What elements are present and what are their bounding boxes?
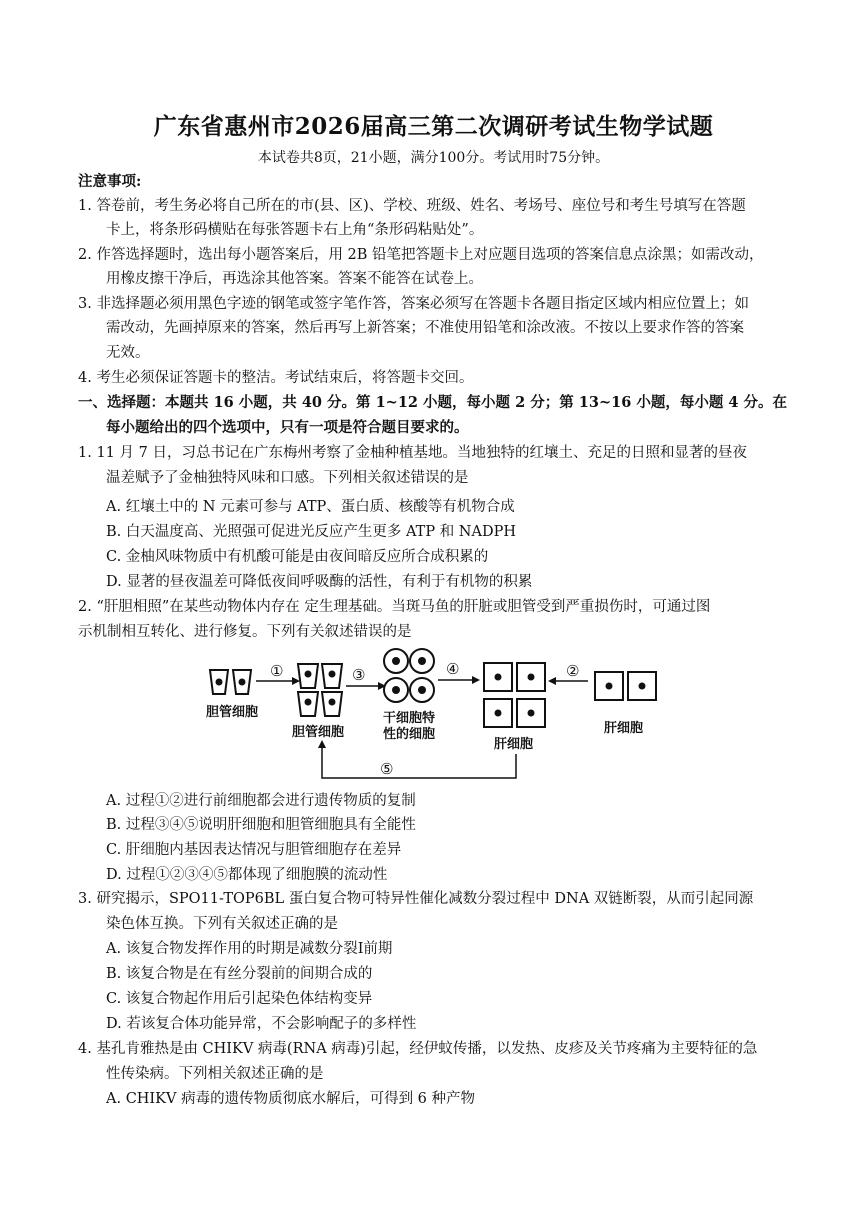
option: A. 过程①②进行前细胞都会进行遗传物质的复制 [106,793,416,809]
liver-cell [484,663,545,727]
nucleus [216,679,223,686]
question-stem: 示机制相互转化、进行修复。下列有关叙述错误的是 [78,624,412,640]
page-subtitle: 本试卷共8页，21小题，满分100分。考试用时75分钟。 [257,150,610,166]
option: D. 显著的昼夜温差可降低夜间呼吸酶的活性，有利于有机物的积累 [106,574,533,590]
step-2-label: ② [566,662,580,680]
notice-item: 3. 非选择题必须用黑色字迹的钢笔或签字笔作答，答案必须写在答题卡各题目指定区域内相应位置上；如 [78,296,749,312]
step-1-label: ① [270,662,284,680]
option: C. 肝细胞内基因表达情况与胆管细胞存在差异 [106,842,402,858]
notice-item: 1. 答卷前，考生务必将自己所在的市(县、区)、学校、班级、姓名、考场号、座位号和考生号填写在答题 [78,198,746,214]
option: D. 过程①②③④⑤都体现了细胞膜的流动性 [106,867,388,883]
liver-cell [595,672,656,700]
question-stem: 1. 11 月 7 日，习总书记在广东梅州考察了金柚种植基地。当地独特的红壤土、充足的日照和显著的昼夜 [78,445,747,461]
option: C. 该复合物起作用后引起染色体结构变异 [106,991,373,1007]
question-stem: 3. 研究揭示，SPO11-TOP6BL 蛋白复合物可特异性催化减数分裂过程中 DNA 双链断裂，从而引起同源 [78,891,754,907]
option: B. 过程③④⑤说明肝细胞和胆管细胞具有全能性 [106,817,416,833]
question-stem: 4. 基孔肯雅热是由 CHIKV 病毒(RNA 病毒)引起，经伊蚊传播，以发热、皮疹及关节疼痛为主要特征的急 [78,1041,758,1057]
diagram-svg [200,646,680,786]
label-stem-cell-2: 性的细胞 [383,727,436,742]
question-stem: 性传染病。下列相关叙述正确的是 [106,1066,324,1082]
question-stem: 染色体互换。下列有关叙述正确的是 [106,916,338,932]
notice-item: 2. 作答选择题时，选出每小题答案后，用 2B 铅笔把答题卡上对应题目选项的答案信息点涂黑；如需改动， [78,247,764,263]
step-5-label: ⑤ [380,760,394,778]
page-title: 广东省惠州市2026届高三第二次调研考试生物学试题 [153,113,714,140]
option: A. 该复合物发挥作用的时期是减数分裂Ⅰ前期 [106,941,393,957]
label-liver-mid: 肝细胞 [494,737,534,752]
notice-item: 卡上，将条形码横贴在每张答题卡右上角“条形码粘贴处”。 [106,222,484,238]
label-liver-right: 肝细胞 [604,721,644,736]
label-bile-duct-left: 胆管细胞 [206,705,259,720]
stem-like-cell [384,649,434,702]
step-3-label: ③ [352,666,366,684]
option: B. 该复合物是在有丝分裂前的间期合成的 [106,966,373,982]
option: A. 红壤土中的 N 元素可参与 ATP、蛋白质、核酸等有机物合成 [106,499,515,515]
notice-item: 无效。 [106,345,150,361]
question-stem: 2. “肝胆相照”在某些动物体内存在 定生理基础。当斑马鱼的肝脏或胆管受到严重损伤时，可通过图 [78,599,711,615]
option: B. 白天温度高、光照强可促进光反应产生更多 ATP 和 NADPH [106,524,516,540]
cell-conversion-diagram [200,646,680,786]
nucleus [239,679,246,686]
arrow-5 [322,748,516,778]
question-stem: 温差赋予了金柚独特风味和口感。下列相关叙述错误的是 [106,470,469,486]
option: A. CHIKV 病毒的遗传物质彻底水解后，可得到 6 种产物 [106,1091,476,1107]
notice-heading: 注意事项: [78,173,142,190]
bile-duct-cell [298,664,342,716]
notice-item: 用橡皮擦干净后，再选涂其他答案。答案不能答在试卷上。 [106,271,483,287]
label-bile-duct-mid: 胆管细胞 [292,725,345,740]
notice-item: 4. 考生必须保证答题卡的整洁。考试结束后，将答题卡交回。 [78,370,474,386]
option: D. 若该复合体功能异常，不会影响配子的多样性 [106,1016,417,1032]
section-heading: 每小题给出的四个选项中，只有一项是符合题目要求的。 [106,419,469,436]
label-stem-cell-1: 干细胞特 [383,711,436,726]
step-4-label: ④ [446,660,460,678]
option: C. 金柚风味物质中有机酸可能是由夜间暗反应所合成积累的 [106,549,489,565]
notice-item: 需改动，先画掉原来的答案，然后再写上新答案；不准使用铅笔和涂改液。不按以上要求作答的答案 [106,320,744,336]
section-heading: 一、选择题：本题共 16 小题，共 40 分。第 1~12 小题，每小题 2 分；第 13~16 小题，每小题 4 分。在 [78,394,788,411]
